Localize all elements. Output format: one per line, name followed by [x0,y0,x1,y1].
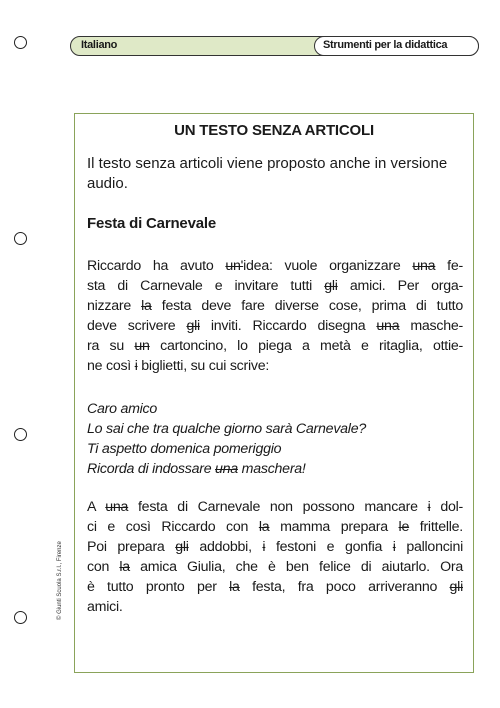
struck-article: la [229,579,240,595]
text-line: sta di Carnevale e invitare tutti gli amici. Per orga- [87,278,464,294]
header-section-tab: Strumenti per la didattica [314,36,479,56]
text-line: ci e così Riccardo con la mamma prepara le frittelle. [87,519,463,535]
text-line: amici. [87,599,123,615]
text-line: è tutto pronto per la festa, fra poco arriveranno gli [87,579,463,595]
struck-article: una [412,258,436,274]
struck-article: le [398,519,410,535]
text-line: Ricorda di indossare una maschera! [87,461,306,477]
text-line: Ti aspetto domenica pomeriggio [87,441,282,457]
struck-article: i [134,358,138,374]
header-subject: Italiano [81,39,118,51]
struck-article: una [105,499,129,515]
struck-article: un' [225,258,244,274]
text-line: deve scrivere gli inviti. Riccardo disegna una masche- [87,318,463,334]
text-line: Poi prepara gli addobbi, i festoni e gonfia i palloncini [87,539,463,555]
header-bar [70,36,479,56]
struck-article: i [392,539,396,555]
struck-article: la [141,298,152,314]
text-line: Riccardo ha avuto un'idea: vuole organizzare una fe- [87,258,463,274]
story-paragraph-1 [87,256,463,376]
struck-article: un [134,338,150,354]
text-line: con la amica Giulia, che è ben felice di aiutarlo. Ora [87,559,463,575]
struck-article: i [427,499,431,515]
struck-article: gli [186,318,200,334]
struck-article: i [262,539,266,555]
text-line: nizzare la festa deve fare diverse cose, prima di tutto [87,298,463,314]
worksheet-title: UN TESTO SENZA ARTICOLI [174,122,374,139]
struck-article: una [215,461,238,477]
binder-hole-3 [14,428,27,441]
binder-hole-4 [14,611,27,624]
story-paragraph-3 [87,497,463,617]
struck-article: gli [449,579,463,595]
text-line: Lo sai che tra qualche giorno sarà Carnevale? [87,421,366,437]
copyright-note: © Giunti Scuola S.r.l., Firenze [57,541,63,620]
binder-hole-2 [14,232,27,245]
struck-article: la [258,519,270,535]
text-line: ne così i biglietti, su cui scrive: [87,358,270,374]
worksheet-panel [74,113,474,673]
text-line: ra su un cartoncino, lo piega a metà e ritaglia, ottie- [87,338,463,354]
text-line: Caro amico [87,401,158,417]
struck-article: la [119,559,130,575]
text-line: A una festa di Carnevale non possono mancare i dol- [87,499,463,515]
struck-article: gli [175,539,189,555]
struck-article: una [376,318,400,334]
story-title: Festa di Carnevale [87,215,216,232]
invitation-text [87,399,463,479]
intro-text: Il testo senza articoli viene proposto anche in versione audio. [87,155,448,192]
binder-hole-1 [14,36,27,49]
struck-article: gli [324,278,338,294]
